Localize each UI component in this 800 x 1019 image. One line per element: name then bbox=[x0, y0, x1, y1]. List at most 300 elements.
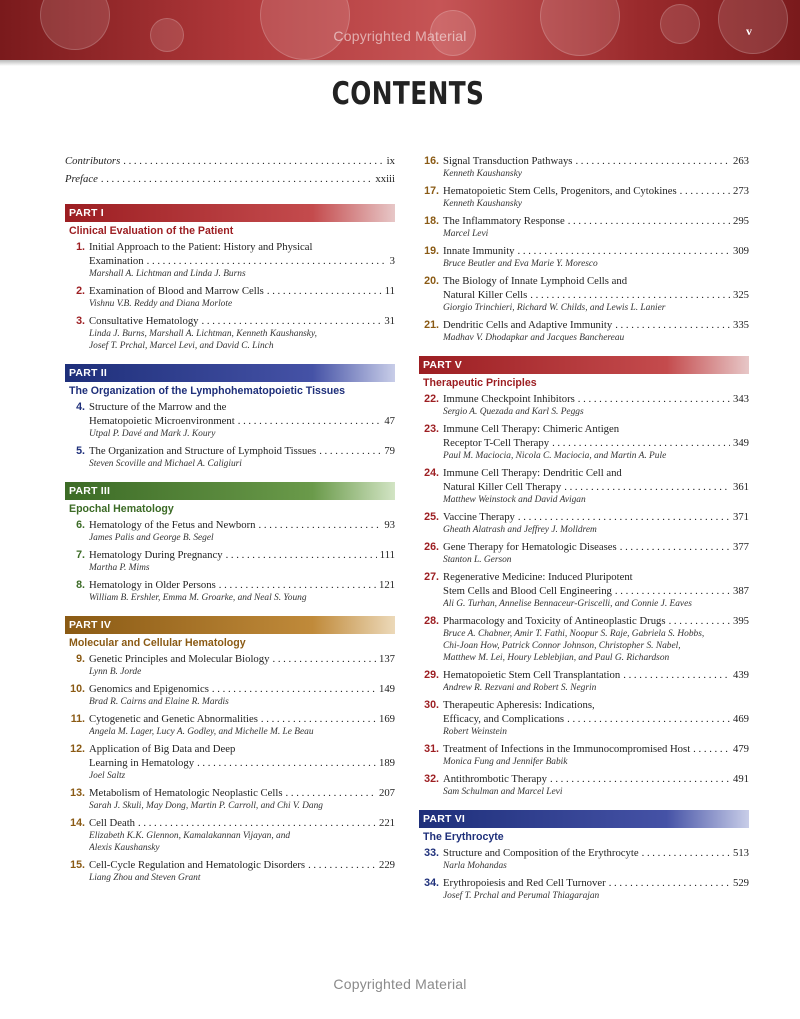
chapter-body bbox=[443, 570, 749, 610]
toc-chapter-entry[interactable] bbox=[65, 578, 395, 604]
chapter-body bbox=[443, 540, 749, 566]
page-ref: 11 bbox=[384, 285, 395, 297]
chapter-authors: Matthew M. Lei, Houry Leblebjian, and Paul G. Richardson bbox=[443, 653, 670, 663]
leader-dots bbox=[642, 846, 730, 860]
page-ref: 529 bbox=[732, 877, 749, 889]
chapter-number: 33. bbox=[424, 847, 439, 859]
chapter-number: 19. bbox=[424, 245, 439, 257]
toc-chapter-entry[interactable] bbox=[419, 154, 749, 180]
page-ref: 79 bbox=[384, 445, 395, 457]
chapter-title-line bbox=[443, 846, 749, 860]
leader-dots bbox=[567, 712, 730, 726]
chapter-body bbox=[443, 876, 749, 902]
toc-chapter-entry[interactable] bbox=[419, 570, 749, 610]
chapter-title-line bbox=[89, 444, 395, 458]
chapter-title: Efficacy, and Complications bbox=[443, 713, 565, 725]
chapter-authors: Narla Mohandas bbox=[443, 861, 507, 871]
chapter-title-line bbox=[89, 414, 395, 428]
chapter-authors: Josef T. Prchal, Marcel Levi, and David C. Linch bbox=[89, 341, 274, 351]
chapter-body bbox=[443, 154, 749, 180]
chapter-title: Antithrombotic Therapy bbox=[443, 773, 547, 785]
chapter-authors: Andrew R. Rezvani and Robert S. Negrin bbox=[443, 683, 597, 693]
part-banner: PART V bbox=[419, 356, 749, 374]
chapter-title: Pharmacology and Toxicity of Antineoplastic Drugs bbox=[443, 615, 666, 627]
chapter-number: 32. bbox=[424, 773, 439, 785]
chapter-title: Genomics and Epigenomics bbox=[89, 683, 209, 695]
chapter-body bbox=[89, 682, 395, 708]
page-ref: 361 bbox=[732, 481, 749, 493]
leader-dots bbox=[308, 858, 376, 872]
chapter-number: 21. bbox=[424, 319, 439, 331]
chapter-title-line bbox=[443, 540, 749, 554]
chapter-title-line bbox=[89, 786, 395, 800]
chapter-title-line bbox=[89, 858, 395, 872]
chapter-title: The Inflammatory Response bbox=[443, 215, 565, 227]
chapter-title-line bbox=[443, 570, 749, 584]
chapter-title-line bbox=[89, 518, 395, 532]
leader-dots bbox=[693, 742, 730, 756]
chapter-number: 30. bbox=[424, 699, 439, 711]
chapter-title: Dendritic Cells and Adaptive Immunity bbox=[443, 319, 613, 331]
chapter-title-line bbox=[89, 400, 395, 414]
toc-chapter-entry[interactable] bbox=[419, 698, 749, 738]
toc-chapter-entry[interactable] bbox=[419, 772, 749, 798]
chapter-body bbox=[443, 668, 749, 694]
page-ref: 335 bbox=[732, 319, 749, 331]
leader-dots bbox=[123, 154, 383, 168]
chapter-authors: Vishnu V.B. Reddy and Diana Morlote bbox=[89, 299, 233, 309]
page-ref: 169 bbox=[378, 713, 395, 725]
chapter-title-line bbox=[443, 466, 749, 480]
toc-chapter-entry[interactable] bbox=[419, 668, 749, 694]
leader-dots bbox=[261, 712, 376, 726]
leader-dots bbox=[552, 436, 730, 450]
toc-left-column bbox=[65, 154, 395, 896]
page-ref: 349 bbox=[732, 437, 749, 449]
page-ref: 343 bbox=[732, 393, 749, 405]
part-title: The Erythrocyte bbox=[423, 831, 504, 843]
chapter-body bbox=[89, 444, 395, 470]
chapter-number: 28. bbox=[424, 615, 439, 627]
chapter-title-line bbox=[443, 510, 749, 524]
page-ref: 207 bbox=[378, 787, 395, 799]
chapter-number: 6. bbox=[76, 519, 85, 531]
leader-dots bbox=[680, 184, 730, 198]
chapter-authors: Madhav V. Dhodapkar and Jacques Banchereau bbox=[443, 333, 625, 343]
chapter-authors: Paul M. Maciocia, Nicola C. Maciocia, and Martin A. Pule bbox=[443, 451, 667, 461]
chapter-number: 24. bbox=[424, 467, 439, 479]
chapter-title: Signal Transduction Pathways bbox=[443, 155, 573, 167]
chapter-authors: Sergio A. Quezada and Karl S. Peggs bbox=[443, 407, 584, 417]
chapter-authors: Monica Fung and Jennifer Babik bbox=[443, 757, 568, 767]
page-ref: 309 bbox=[732, 245, 749, 257]
toc-chapter-entry[interactable] bbox=[65, 400, 395, 440]
chapter-title: Hematopoietic Stem Cell Transplantation bbox=[443, 669, 621, 681]
watermark-top: Copyrighted Material bbox=[333, 28, 467, 44]
chapter-authors: Kenneth Kaushansky bbox=[443, 199, 522, 209]
chapter-title-line bbox=[443, 772, 749, 786]
toc-part bbox=[419, 356, 749, 798]
toc-part bbox=[65, 204, 395, 352]
toc-chapter-entry[interactable] bbox=[65, 444, 395, 470]
chapter-title: Hematology During Pregnancy bbox=[89, 549, 223, 561]
chapter-number: 22. bbox=[424, 393, 439, 405]
chapter-title-line bbox=[443, 214, 749, 228]
chapter-body bbox=[89, 652, 395, 678]
page-ref: 371 bbox=[732, 511, 749, 523]
toc-chapter-entry[interactable] bbox=[65, 284, 395, 310]
chapter-number: 17. bbox=[424, 185, 439, 197]
chapter-title: Cell Death bbox=[89, 817, 136, 829]
chapter-title: Consultative Hematology bbox=[89, 315, 199, 327]
chapter-title-line bbox=[443, 184, 749, 198]
chapter-title: Application of Big Data and Deep bbox=[89, 743, 236, 755]
leader-dots bbox=[286, 786, 376, 800]
part-title: Clinical Evaluation of the Patient bbox=[69, 225, 234, 237]
chapter-body bbox=[89, 816, 395, 854]
chapter-title-line bbox=[89, 578, 395, 592]
chapter-authors: Robert Weinstein bbox=[443, 727, 507, 737]
leader-dots bbox=[319, 444, 381, 458]
chapter-title-line bbox=[443, 614, 749, 628]
chapter-authors: Marcel Levi bbox=[443, 229, 489, 239]
toc-chapter-entry[interactable] bbox=[65, 712, 395, 738]
chapter-title: Vaccine Therapy bbox=[443, 511, 515, 523]
toc-part bbox=[419, 154, 749, 344]
chapter-title: Cytogenetic and Genetic Abnormalities bbox=[89, 713, 258, 725]
chapter-title: Initial Approach to the Patient: History and Physical bbox=[89, 241, 313, 253]
chapter-body bbox=[89, 548, 395, 574]
leader-dots bbox=[197, 756, 376, 770]
chapter-body bbox=[443, 244, 749, 270]
leader-dots bbox=[568, 214, 730, 228]
page-ref: 377 bbox=[732, 541, 749, 553]
leader-dots bbox=[550, 772, 730, 786]
toc-chapter-entry[interactable] bbox=[419, 244, 749, 270]
chapter-body bbox=[89, 284, 395, 310]
chapter-authors: Liang Zhou and Steven Grant bbox=[89, 873, 201, 883]
page-ref: 221 bbox=[378, 817, 395, 829]
leader-dots bbox=[212, 682, 376, 696]
chapter-body bbox=[443, 698, 749, 738]
chapter-authors: Gheath Alatrash and Jeffrey J. Molldrem bbox=[443, 525, 597, 535]
chapter-authors: Linda J. Burns, Marshall A. Lichtman, Kenneth Kaushansky, bbox=[89, 329, 317, 339]
chapter-number: 12. bbox=[70, 743, 85, 755]
page-ref: 273 bbox=[732, 185, 749, 197]
page-title: CONTENTS bbox=[331, 76, 485, 112]
chapter-authors: Kenneth Kaushansky bbox=[443, 169, 522, 179]
chapter-body bbox=[443, 274, 749, 314]
chapter-authors: William B. Ershler, Emma M. Groarke, and Neal S. Young bbox=[89, 593, 307, 603]
chapter-number: 18. bbox=[424, 215, 439, 227]
chapter-title: Metabolism of Hematologic Neoplastic Cells bbox=[89, 787, 283, 799]
chapter-body bbox=[89, 400, 395, 440]
leader-dots bbox=[226, 548, 377, 562]
chapter-body bbox=[89, 786, 395, 812]
toc-chapter-entry[interactable] bbox=[65, 816, 395, 854]
part-title: Therapeutic Principles bbox=[423, 377, 537, 389]
page-ref: 439 bbox=[732, 669, 749, 681]
page-ref: 121 bbox=[378, 579, 395, 591]
chapter-body bbox=[89, 314, 395, 352]
chapter-title: Hematopoietic Stem Cells, Progenitors, and Cytokines bbox=[443, 185, 677, 197]
chapter-body bbox=[443, 422, 749, 462]
chapter-number: 13. bbox=[70, 787, 85, 799]
chapter-title: Learning in Hematology bbox=[89, 757, 195, 769]
leader-dots bbox=[267, 284, 382, 298]
chapter-title: Genetic Principles and Molecular Biology bbox=[89, 653, 270, 665]
leader-dots bbox=[147, 254, 387, 268]
toc-front-entry[interactable] bbox=[65, 172, 395, 186]
chapter-title-line bbox=[443, 698, 749, 712]
chapter-number: 20. bbox=[424, 275, 439, 287]
leader-dots bbox=[219, 578, 376, 592]
chapter-title: The Organization and Structure of Lymphoid Tissues bbox=[89, 445, 317, 457]
toc-part bbox=[65, 364, 395, 470]
chapter-authors: Ali G. Turhan, Annelise Bennaceur-Griscelli, and Connie J. Eaves bbox=[443, 599, 692, 609]
chapter-title-line bbox=[89, 314, 395, 328]
chapter-title-line bbox=[443, 244, 749, 258]
chapter-title: Cell-Cycle Regulation and Hematologic Disorders bbox=[89, 859, 306, 871]
page-ref: 263 bbox=[732, 155, 749, 167]
chapter-number: 16. bbox=[424, 155, 439, 167]
chapter-title-line bbox=[443, 712, 749, 726]
page-number: v bbox=[746, 24, 752, 38]
toc-chapter-entry[interactable] bbox=[65, 240, 395, 280]
chapter-title: Immune Cell Therapy: Dendritic Cell and bbox=[443, 467, 622, 479]
page-ref: 137 bbox=[378, 653, 395, 665]
chapter-number: 3. bbox=[76, 315, 85, 327]
page-ref: 295 bbox=[732, 215, 749, 227]
chapter-title-line bbox=[89, 742, 395, 756]
page-ref: 111 bbox=[379, 549, 395, 561]
chapter-body bbox=[443, 318, 749, 344]
toc-chapter-entry[interactable] bbox=[419, 614, 749, 664]
chapter-authors: Martha P. Mims bbox=[89, 563, 150, 573]
part-banner: PART I bbox=[65, 204, 395, 222]
chapter-title-line bbox=[443, 318, 749, 332]
chapter-body bbox=[89, 742, 395, 782]
chapter-title: Structure of the Marrow and the bbox=[89, 401, 227, 413]
chapter-title-line bbox=[443, 742, 749, 756]
toc-part bbox=[65, 482, 395, 604]
chapter-title: Treatment of Infections in the Immunocompromised Host bbox=[443, 743, 691, 755]
chapter-title: Hematopoietic Microenvironment bbox=[89, 415, 235, 427]
chapter-body bbox=[89, 518, 395, 544]
toc-chapter-entry[interactable] bbox=[419, 846, 749, 872]
chapter-title: The Biology of Innate Lymphoid Cells and bbox=[443, 275, 628, 287]
toc-chapter-entry[interactable] bbox=[65, 548, 395, 574]
leader-dots bbox=[101, 172, 373, 186]
chapter-title: Gene Therapy for Hematologic Diseases bbox=[443, 541, 617, 553]
leader-dots bbox=[615, 584, 730, 598]
chapter-title: Immune Cell Therapy: Chimeric Antigen bbox=[443, 423, 620, 435]
chapter-body bbox=[443, 846, 749, 872]
toc-chapter-entry[interactable] bbox=[419, 318, 749, 344]
leader-dots bbox=[620, 540, 730, 554]
chapter-title-line bbox=[443, 436, 749, 450]
chapter-title-line bbox=[443, 584, 749, 598]
front-label: Preface bbox=[65, 173, 98, 185]
chapter-title-line bbox=[89, 712, 395, 726]
page-ref: 47 bbox=[384, 415, 395, 427]
chapter-body bbox=[443, 742, 749, 768]
chapter-body bbox=[443, 184, 749, 210]
leader-dots bbox=[138, 816, 376, 830]
chapter-number: 1. bbox=[76, 241, 85, 253]
chapter-authors: Sarah J. Skuli, May Dong, Martin P. Carroll, and Chi V. Dang bbox=[89, 801, 323, 811]
chapter-title-line bbox=[89, 652, 395, 666]
toc-chapter-entry[interactable] bbox=[65, 742, 395, 782]
chapter-title: Receptor T-Cell Therapy bbox=[443, 437, 550, 449]
page-ref: 325 bbox=[732, 289, 749, 301]
leader-dots bbox=[609, 876, 730, 890]
page-ref: 491 bbox=[732, 773, 749, 785]
chapter-title: Innate Immunity bbox=[443, 245, 515, 257]
toc-chapter-entry[interactable] bbox=[419, 876, 749, 902]
chapter-title: Immune Checkpoint Inhibitors bbox=[443, 393, 575, 405]
chapter-authors: Steven Scoville and Michael A. Caligiuri bbox=[89, 459, 242, 469]
toc-chapter-entry[interactable] bbox=[419, 392, 749, 418]
chapter-number: 26. bbox=[424, 541, 439, 553]
toc-part bbox=[65, 616, 395, 884]
page-ref: 149 bbox=[378, 683, 395, 695]
chapter-title-line bbox=[443, 876, 749, 890]
page-ref: 469 bbox=[732, 713, 749, 725]
chapter-number: 31. bbox=[424, 743, 439, 755]
chapter-body bbox=[89, 240, 395, 280]
chapter-body bbox=[443, 772, 749, 798]
chapter-title: Regenerative Medicine: Induced Pluripotent bbox=[443, 571, 633, 583]
chapter-title: Erythropoiesis and Red Cell Turnover bbox=[443, 877, 606, 889]
watermark-bottom: Copyrighted Material bbox=[333, 976, 467, 992]
chapter-authors: Chi-Joan How, Patrick Connor Johnson, Christopher S. Nabel, bbox=[443, 641, 681, 651]
page-ref: ix bbox=[386, 155, 395, 167]
chapter-title-line bbox=[443, 422, 749, 436]
chapter-body bbox=[89, 858, 395, 884]
chapter-number: 7. bbox=[76, 549, 85, 561]
toc-chapter-entry[interactable] bbox=[419, 422, 749, 462]
part-banner: PART IV bbox=[65, 616, 395, 634]
chapter-number: 10. bbox=[70, 683, 85, 695]
toc-chapter-entry[interactable] bbox=[419, 466, 749, 506]
chapter-number: 14. bbox=[70, 817, 85, 829]
page-ref: 387 bbox=[732, 585, 749, 597]
page-ref: 31 bbox=[384, 315, 395, 327]
toc-chapter-entry[interactable] bbox=[65, 858, 395, 884]
page-ref: xxiii bbox=[375, 173, 395, 185]
page-ref: 395 bbox=[732, 615, 749, 627]
leader-dots bbox=[518, 244, 730, 258]
chapter-title: Hematology of the Fetus and Newborn bbox=[89, 519, 256, 531]
leader-dots bbox=[615, 318, 730, 332]
toc-chapter-entry[interactable] bbox=[419, 540, 749, 566]
part-banner: PART III bbox=[65, 482, 395, 500]
chapter-authors: Josef T. Prchal and Perumal Thiagarajan bbox=[443, 891, 600, 901]
toc-chapter-entry[interactable] bbox=[65, 786, 395, 812]
front-label: Contributors bbox=[65, 155, 121, 167]
part-banner: PART VI bbox=[419, 810, 749, 828]
chapter-number: 25. bbox=[424, 511, 439, 523]
chapter-title: Structure and Composition of the Erythrocyte bbox=[443, 847, 639, 859]
chapter-authors: Giorgio Trinchieri, Richard W. Childs, and Lewis L. Lanier bbox=[443, 303, 666, 313]
chapter-authors: Sam Schulman and Marcel Levi bbox=[443, 787, 563, 797]
chapter-title: Hematology in Older Persons bbox=[89, 579, 216, 591]
toc-right-column bbox=[419, 154, 749, 914]
page-ref: 479 bbox=[732, 743, 749, 755]
chapter-title-line bbox=[443, 480, 749, 494]
chapter-title-line bbox=[89, 816, 395, 830]
chapter-body bbox=[443, 614, 749, 664]
chapter-body bbox=[443, 214, 749, 240]
chapter-authors: Bruce A. Chabner, Amir T. Fathi, Noopur S. Raje, Gabriela S. Hobbs, bbox=[443, 629, 705, 639]
chapter-authors: Utpal P. Davé and Mark J. Koury bbox=[89, 429, 216, 439]
toc-chapter-entry[interactable] bbox=[419, 274, 749, 314]
chapter-title-line bbox=[443, 274, 749, 288]
chapter-number: 2. bbox=[76, 285, 85, 297]
leader-dots bbox=[575, 154, 730, 168]
chapter-number: 34. bbox=[424, 877, 439, 889]
toc-chapter-entry[interactable] bbox=[65, 314, 395, 352]
chapter-authors: Matthew Weinstock and David Avigan bbox=[443, 495, 586, 505]
chapter-number: 15. bbox=[70, 859, 85, 871]
toc-chapter-entry[interactable] bbox=[419, 184, 749, 210]
leader-dots bbox=[202, 314, 382, 328]
chapter-title-line bbox=[443, 392, 749, 406]
toc-chapter-entry[interactable] bbox=[65, 682, 395, 708]
chapter-body bbox=[89, 712, 395, 738]
page-ref: 513 bbox=[732, 847, 749, 859]
chapter-title: Stem Cells and Blood Cell Engineering bbox=[443, 585, 612, 597]
toc-chapter-entry[interactable] bbox=[65, 518, 395, 544]
chapter-number: 5. bbox=[76, 445, 85, 457]
toc-chapter-entry[interactable] bbox=[419, 214, 749, 240]
chapter-body bbox=[443, 392, 749, 418]
leader-dots bbox=[564, 480, 730, 494]
chapter-title-line bbox=[443, 288, 749, 302]
toc-chapter-entry[interactable] bbox=[65, 652, 395, 678]
leader-dots bbox=[259, 518, 382, 532]
leader-dots bbox=[518, 510, 730, 524]
leader-dots bbox=[530, 288, 730, 302]
header-banner bbox=[0, 0, 800, 60]
chapter-number: 29. bbox=[424, 669, 439, 681]
chapter-authors: Elizabeth K.K. Glennon, Kamalakannan Vijayan, and bbox=[89, 831, 291, 841]
chapter-number: 11. bbox=[70, 713, 85, 725]
chapter-number: 9. bbox=[76, 653, 85, 665]
toc-front-entry[interactable] bbox=[65, 154, 395, 168]
chapter-title-line bbox=[443, 668, 749, 682]
chapter-title-line bbox=[89, 284, 395, 298]
chapter-authors: Marshall A. Lichtman and Linda J. Burns bbox=[89, 269, 246, 279]
chapter-authors: Stanton L. Gerson bbox=[443, 555, 512, 565]
chapter-body bbox=[443, 466, 749, 506]
banner-shadow bbox=[0, 60, 800, 66]
toc-chapter-entry[interactable] bbox=[419, 742, 749, 768]
part-title: The Organization of the Lymphohematopoietic Tissues bbox=[69, 385, 346, 397]
chapter-body bbox=[89, 578, 395, 604]
chapter-number: 4. bbox=[76, 401, 85, 413]
chapter-title-line bbox=[89, 682, 395, 696]
chapter-number: 8. bbox=[76, 579, 85, 591]
chapter-authors: Joel Saltz bbox=[89, 771, 126, 781]
toc-part bbox=[419, 810, 749, 902]
chapter-title: Natural Killer Cell Therapy bbox=[443, 481, 562, 493]
toc-chapter-entry[interactable] bbox=[419, 510, 749, 536]
chapter-title: Therapeutic Apheresis: Indications, bbox=[443, 699, 595, 711]
chapter-authors: Lynn B. Jorde bbox=[89, 667, 142, 677]
chapter-authors: Bruce Beutler and Eva Marie Y. Moresco bbox=[443, 259, 598, 269]
